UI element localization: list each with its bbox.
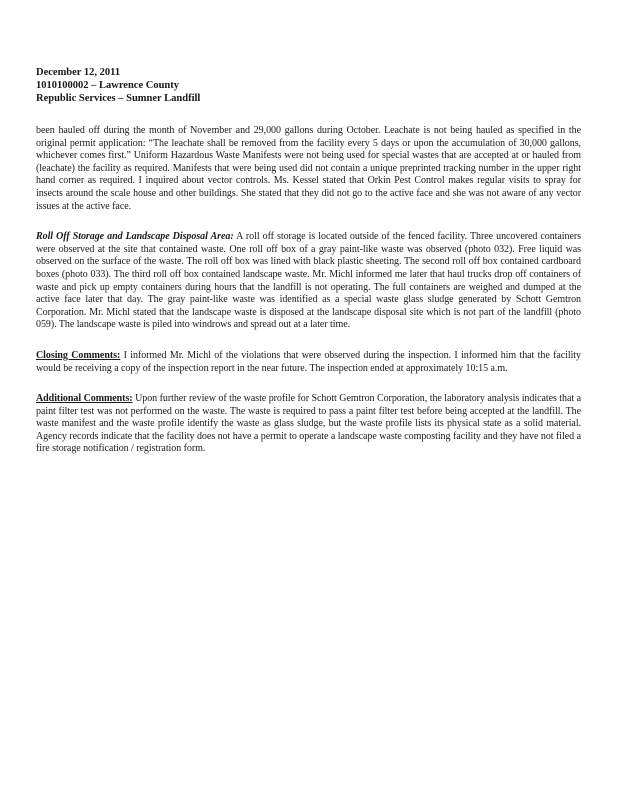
paragraph-continuation <box>36 125 581 213</box>
facility-name: Republic Services – Sumner Landfill <box>36 93 201 104</box>
site-id-county: 1010100002 – Lawrence County <box>36 80 180 91</box>
document-body <box>36 125 581 474</box>
paragraph-text: been hauled off during the month of November and 29,000 gallons during October. Leachate is not being hauled as specified in the original permit application: “The leachate shall be removed from the facility every 5 days or upon the accumulation of 30,000 gallons, whichever comes first.” Uniform Hazardous Waste Manifests were not being used for special wastes that are accepted at or hauled from (leachate) the facility as required. Manifests that were being used did not contain a unique preprinted tracking number in the upper right hand corner as required. I inquired about vector controls. Ms. Kessel stated that Orkin Pest Control makes regular visits to spray for insects around the scale house and other buildings. She stated that they did not go to the active face and she was not aware of any vector issues at the active face. <box>36 125 581 212</box>
document-header <box>36 66 596 105</box>
paragraph-text: I informed Mr. Michl of the violations that were observed during the inspection. I informed him that the facility would be receiving a copy of the inspection report in the near future. The inspection ended at approximately 10:15 a.m. <box>36 349 581 374</box>
section-heading-roll-off: Roll Off Storage and Landscape Disposal Area: <box>36 231 234 243</box>
paragraph-roll-off-storage <box>36 231 581 332</box>
section-heading-additional: Additional Comments: <box>36 393 133 405</box>
paragraph-text: Upon further review of the waste profile for Schott Gemtron Corporation, the laboratory analysis indicates that a paint filter test was not performed on the waste. The waste is required to pass a paint filter test before being accepted at the landfill. The waste manifest and the waste profile identify the waste as glass sludge, but the waste profile lists its physical state as a solid material. Agency records indicate that the facility does not have a permit to operate a landscape waste composting facility and they have not filed a fire storage notification / registration form. <box>36 393 581 455</box>
paragraph-closing-comments <box>36 350 581 375</box>
section-heading-closing: Closing Comments: <box>36 349 121 361</box>
report-date: December 12, 2011 <box>36 67 121 78</box>
paragraph-additional-comments <box>36 393 581 456</box>
paragraph-text: A roll off storage is located outside of the fenced facility. Three uncovered containers were observed at the site that contained waste. One roll off box of a gray paint-like waste was observed (photo 032). Free liquid was observed on the surface of the waste. The roll off box was lined with black plastic sheeting. The second roll off box contained cardboard boxes (photo 033). The third roll off box contained landscape waste. Mr. Michl informed me later that haul trucks drop off containers of waste and pick up empty containers during hours that the landfill is not operating. The full containers are weighed and dumped at the active face later that day. The gray paint-like waste was identified as a special waste glass sludge generated by Schott Gemtron Corporation. Mr. Michl stated that the landscape waste is disposed at the landscape disposal site which is not part of the landfill (photo 059). The landscape waste is piled into windrows and spread out at a later time. <box>36 231 581 331</box>
